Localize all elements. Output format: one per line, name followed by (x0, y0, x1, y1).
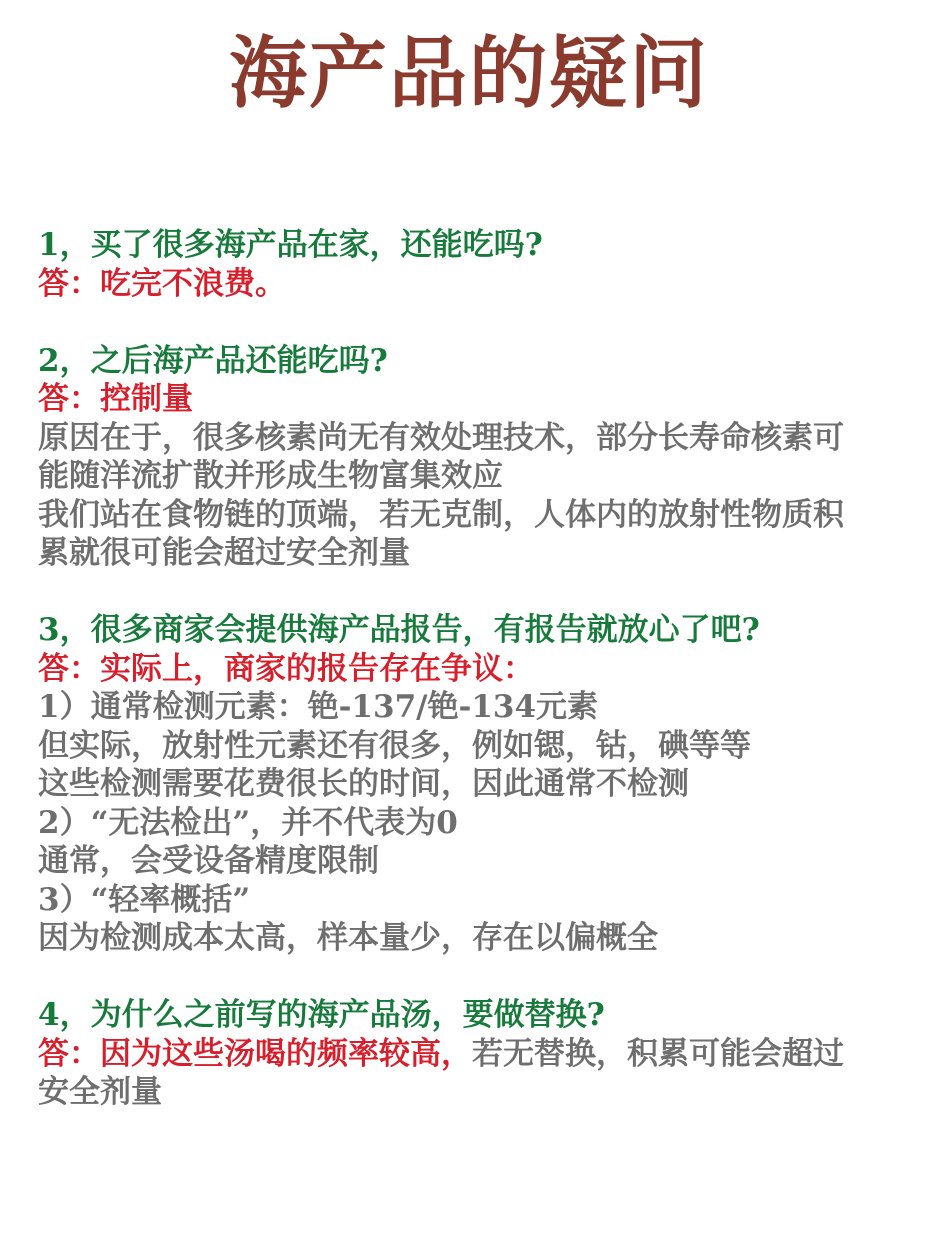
question-4: 4，为什么之前写的海产品汤，要做替换? (38, 997, 605, 1033)
answer-3-body-line: 通常，会受设备精度限制 (38, 843, 379, 879)
answer-3-body-line: 1）通常检测元素：铯-137/铯-134元素 (38, 689, 599, 725)
answer-3-body-line: 但实际，放射性元素还有很多，例如锶，钴，碘等等 (38, 727, 751, 764)
qa-content (38, 226, 918, 1112)
answer-2-body-line: 原因在于，很多核素尚无有效处理技术，部分长寿命核素可 (38, 419, 844, 456)
question-1: 1，买了很多海产品在家，还能吃吗? (38, 227, 543, 263)
answer-3: 答：实际上，商家的报告存在争议： (38, 650, 534, 687)
answer-3-body-line: 因为检测成本太高，样本量少，存在以偏概全 (38, 920, 658, 956)
question-2: 2，之后海产品还能吃吗? (38, 342, 388, 379)
answer-4-body-line: 安全剂量 (38, 1074, 162, 1110)
question-3: 3，很多商家会提供海产品报告，有报告就放心了吧? (38, 612, 760, 648)
answer-4-lead: 答：因为这些汤喝的频率较高， (38, 1035, 472, 1072)
answer-3-body-line: 2）“无法检出”，并不代表为0 (38, 804, 458, 841)
page-title: 海产品的疑问 (228, 28, 709, 119)
answer-4 (38, 1035, 918, 1074)
answer-2-body-line: 累就很可能会超过安全剂量 (38, 535, 410, 571)
answer-2: 答：控制量 (38, 381, 193, 417)
answer-2-body-line: 我们站在食物链的顶端，若无克制，人体内的放射性物质积 (38, 496, 844, 533)
answer-3-body-line: 这些检测需要花费很长的时间，因此通常不检测 (38, 766, 689, 802)
answer-4-tail: 若无替换，积累可能会超过 (472, 1035, 844, 1072)
answer-1: 答：吃完不浪费。 (38, 265, 286, 302)
answer-3-body-line: 3）“轻率概括” (38, 881, 251, 918)
answer-2-body-line: 能随洋流扩散并形成生物富集效应 (38, 458, 503, 494)
